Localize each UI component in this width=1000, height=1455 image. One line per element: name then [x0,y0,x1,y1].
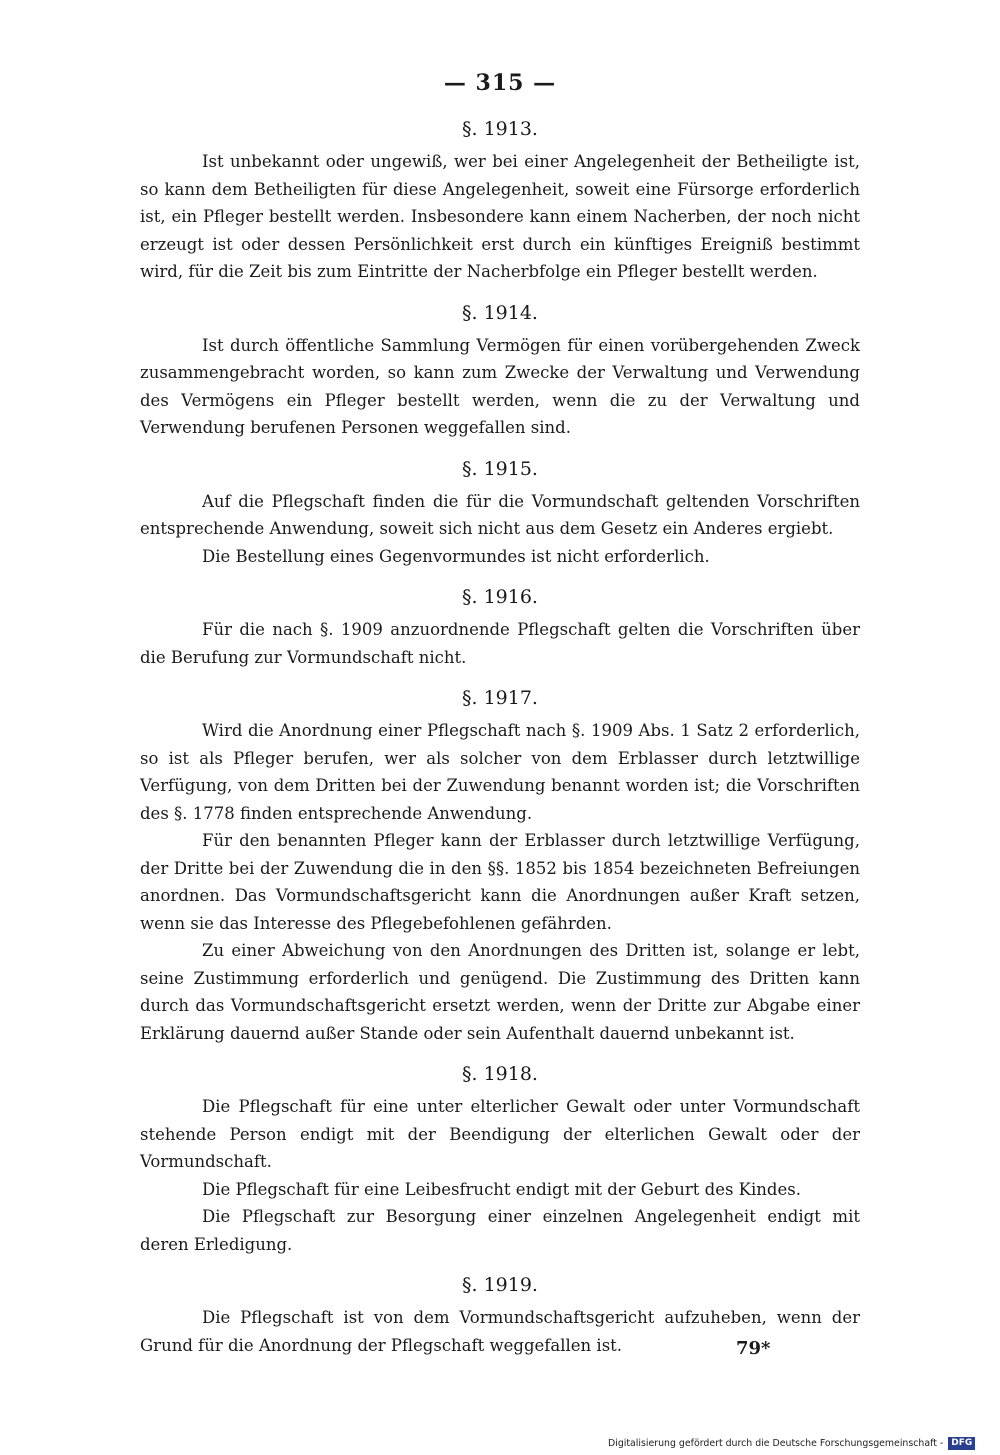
section-1915 [140,458,860,571]
paragraph: Die Bestellung eines Gegenvormundes ist nicht erforderlich. [202,546,710,566]
section-heading: §. 1916. [462,586,538,608]
paragraph: Zu einer Abweichung von den Anordnungen des Dritten ist, solange er lebt, seine Zustimmung erforderlich und genügend. Die Zustimmung des Dritten kann durch das Vormundschaftsgericht ersetzt werden, wenn der Dritte zur Abgabe einer Erklärung dauernd außer Stande oder sein Aufenthalt dauernd unbekannt ist. [140,941,860,1043]
section-1914 [140,302,860,442]
signature-mark: 79* [736,1338,771,1359]
paragraph: Die Pflegschaft für eine unter elterlicher Gewalt oder unter Vormundschaft stehende Person endigt mit der Beendigung der elterlichen Gewalt oder der Vormundschaft. [140,1097,860,1171]
section-1916 [140,586,860,671]
section-heading: §. 1915. [462,457,538,480]
digitization-footer [608,1432,1000,1455]
paragraph: Wird die Anordnung einer Pflegschaft nach §. 1909 Abs. 1 Satz 2 erforderlich, so ist als Pfleger berufen, wer als solcher von dem Erblasser durch letztwillige Verfügung, von dem Dritten bei der Zuwendung benannt worden ist; die Vorschriften des §. 1778 finden entsprechende Anwendung. [140,721,860,823]
footer-text: Digitalisierung gefördert durch die Deutsche Forschungsgemeinschaft - [608,1438,944,1449]
dfg-logo-icon: DFG [948,1437,975,1450]
paragraph: Die Pflegschaft für eine Leibesfrucht endigt mit der Geburt des Kindes. [202,1179,801,1199]
section-1913 [140,118,860,286]
paragraph: Ist unbekannt oder ungewiß, wer bei einer Angelegenheit der Betheiligte ist, so kann dem Betheiligten für diese Angelegenheit, soweit eine Fürsorge erforderlich ist, ein Pfleger bestellt werden. Insbesondere kann einem Nacherben, der noch nicht erzeugt ist oder dessen Persönlichkeit erst durch ein künftiges Ereigniß bestimmt wird, für die Zeit bis zum Eintritte der Nacherbfolge ein Pfleger bestellt werden. [140,152,860,281]
section-heading: §. 1917. [462,687,538,709]
paragraph: Für den benannten Pfleger kann der Erblasser durch letztwillige Verfügung, der Dritte bei der Zuwendung die in den §§. 1852 bis 1854 bezeichneten Befreiungen anordnen. Das Vormundschaftsgericht kann die Anordnungen außer Kraft setzen, wenn sie das Interesse des Pflegebefohlenen gefährden. [140,831,860,933]
section-1918 [140,1063,860,1258]
section-heading: §. 1918. [462,1063,538,1085]
section-heading: §. 1919. [462,1274,538,1296]
paragraph: Auf die Pflegschaft finden die für die Vormundschaft geltenden Vorschriften entsprechende Anwendung, soweit sich nicht aus dem Gesetz ein Anderes ergiebt. [140,491,860,538]
page-number: — 315 — [443,70,557,96]
paragraph: Ist durch öffentliche Sammlung Vermögen für einen vorübergehenden Zweck zusammengebracht worden, so kann zum Zwecke der Verwaltung und Verwendung des Vermögens ein Pfleger bestellt werden, wenn die zu der Verwaltung und Verwendung berufenen Personen weggefallen sind. [140,335,860,437]
section-1917 [140,687,860,1047]
section-heading: §. 1914. [462,301,538,324]
paragraph: Die Pflegschaft zur Besorgung einer einzelnen Angelegenheit endigt mit deren Erledigung. [140,1207,860,1254]
paragraph: Die Pflegschaft ist von dem Vormundschaftsgericht aufzuheben, wenn der Grund für die Anordnung der Pflegschaft weggefallen ist. [140,1308,860,1355]
section-heading: §. 1913. [462,118,538,140]
paragraph: Für die nach §. 1909 anzuordnende Pflegschaft gelten die Vorschriften über die Berufung zur Vormundschaft nicht. [140,620,860,667]
page-body [140,118,860,1375]
